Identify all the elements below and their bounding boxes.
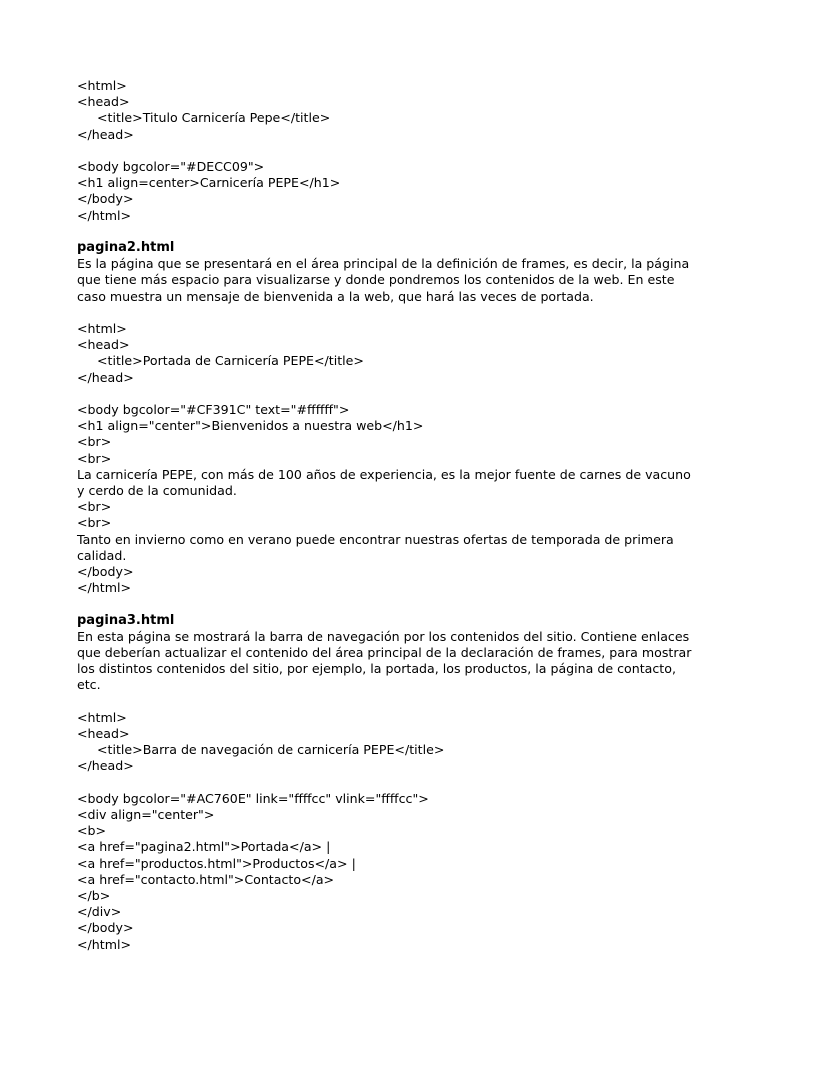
code-block-page2-head [77, 321, 757, 386]
code-line: <body bgcolor="#CF391C" text="#ffffff"> [77, 402, 350, 417]
description-line: etc. [77, 677, 101, 693]
spacer [77, 596, 757, 612]
code-line: <div align="center"> [77, 807, 215, 823]
code-line: y cerdo de la comunidad. [77, 483, 237, 499]
code-line: <br> [77, 450, 112, 466]
code-line: <body bgcolor="#AC760E" link="ffffcc" vlink="ffffcc"> [77, 790, 429, 806]
code-block-page3-head [77, 710, 757, 775]
description-pagina2 [77, 256, 757, 305]
document-page [77, 78, 757, 953]
code-line: </div> [77, 904, 122, 920]
spacer [77, 305, 757, 321]
description-line: caso muestra un mensaje de bienvenida a la web, que hará las veces de portada. [77, 288, 594, 304]
code-line: <html> [77, 78, 127, 93]
code-line: </body> [77, 920, 134, 936]
code-line: <h1 align=center>Carnicería PEPE</h1> [77, 175, 341, 191]
spacer [77, 386, 757, 402]
code-line: <a href="pagina2.html">Portada</a> | [77, 839, 331, 855]
code-line: <br> [77, 515, 112, 531]
description-line: que tiene más espacio para visualizarse y donde pondremos los contenidos de la web. En este [77, 272, 675, 288]
description-pagina3 [77, 629, 757, 694]
code-block-page3-body [77, 791, 757, 953]
code-line: <b> [77, 823, 107, 839]
code-line: <br> [77, 434, 112, 450]
code-line: </html> [77, 207, 132, 223]
section-heading-pagina3: pagina3.html [77, 612, 175, 628]
code-line: <html> [77, 321, 127, 336]
description-line: los distintos contenidos del sitio, por ejemplo, la portada, los productos, la página de contacto, [77, 661, 676, 677]
code-line: La carnicería PEPE, con más de 100 años de experiencia, es la mejor fuente de carnes de vacuno [77, 466, 691, 482]
code-line: <head> [77, 337, 130, 353]
code-line: Tanto en invierno como en verano puede encontrar nuestras ofertas de temporada de primera [77, 531, 674, 547]
code-block-page1-head [77, 78, 757, 143]
code-line: <title>Portada de Carnicería PEPE</title> [97, 353, 364, 369]
code-line: <body bgcolor="#DECC09"> [77, 159, 265, 174]
code-line: calidad. [77, 547, 127, 563]
code-line: <br> [77, 499, 112, 515]
description-line: En esta página se mostrará la barra de navegación por los contenidos del sitio. Contiene enlaces [77, 628, 690, 644]
spacer [77, 694, 757, 710]
code-line: <head> [77, 726, 130, 742]
section-heading-pagina2: pagina2.html [77, 240, 175, 255]
spacer [77, 775, 757, 791]
code-block-page1-body [77, 159, 757, 224]
description-line: Es la página que se presentará en el área principal de la definición de frames, es decir, la página [77, 256, 690, 272]
description-line: que deberían actualizar el contenido del área principal de la declaración de frames, para mostrar [77, 645, 692, 661]
code-line: </html> [77, 580, 132, 596]
spacer [77, 143, 757, 159]
code-line: <a href="productos.html">Productos</a> | [77, 855, 356, 871]
code-line: </b> [77, 888, 111, 904]
spacer [77, 224, 757, 240]
code-line: </head> [77, 126, 134, 142]
code-line: <title>Barra de navegación de carnicería PEPE</title> [97, 742, 445, 758]
code-line: <html> [77, 709, 127, 725]
code-line: <head> [77, 94, 130, 110]
code-line: <a href="contacto.html">Contacto</a> [77, 871, 335, 887]
code-line: </head> [77, 758, 134, 774]
code-line: <title>Titulo Carnicería Pepe</title> [97, 110, 331, 126]
code-line: </html> [77, 936, 132, 952]
code-line: </body> [77, 564, 134, 580]
code-line: </body> [77, 191, 134, 207]
code-line: </head> [77, 369, 134, 385]
code-block-page2-body [77, 402, 757, 596]
code-line: <h1 align="center">Bienvenidos a nuestra web</h1> [77, 418, 424, 434]
